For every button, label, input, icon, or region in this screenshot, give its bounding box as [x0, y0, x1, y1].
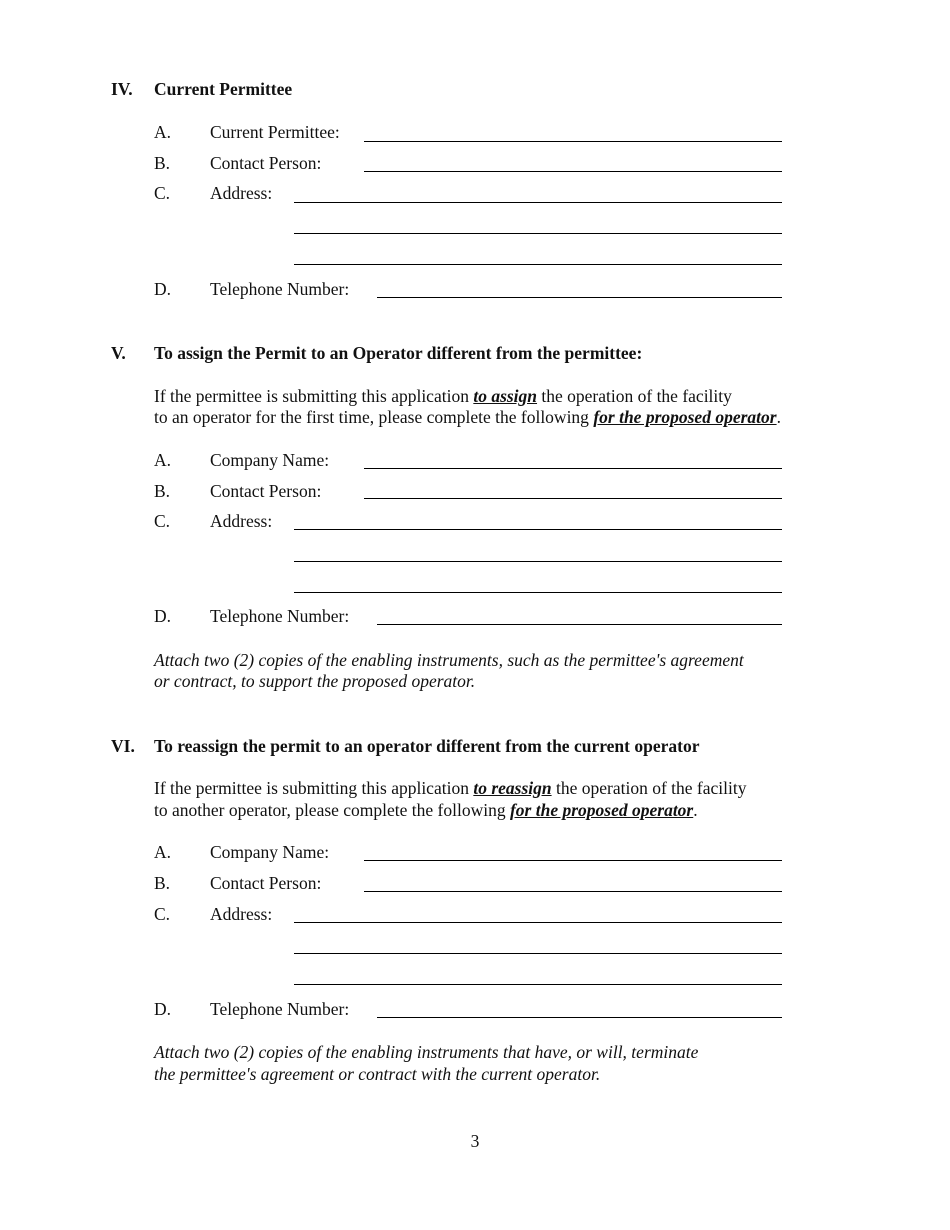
vi-address-field-line-2[interactable] — [294, 953, 782, 954]
v-address-label: Address: — [210, 511, 273, 531]
iv-telephone-field[interactable] — [377, 297, 782, 298]
iv-address-label: Address: — [210, 183, 273, 203]
section-iv-number: IV. — [111, 79, 133, 99]
iv-address-field-line-1[interactable] — [294, 202, 782, 203]
section-iv-title: Current Permittee — [154, 79, 293, 99]
section-v-title: To assign the Permit to an Operator different from the permittee: — [154, 343, 643, 363]
v-attachment-note-line-1: Attach two (2) copies of the enabling instruments, such as the permittee's agreement — [154, 650, 744, 670]
v-telephone-label: Telephone Number: — [210, 606, 350, 626]
vi-contact-person-field[interactable] — [364, 891, 782, 892]
iv-telephone-label: Telephone Number: — [210, 279, 350, 299]
section-v-number: V. — [111, 343, 126, 363]
iv-d-letter: D. — [154, 279, 172, 299]
iv-c-letter: C. — [154, 183, 171, 203]
vi-company-name-label: Company Name: — [210, 842, 330, 862]
vi-attachment-note-line-2: the permittee's agreement or contract with the current operator. — [154, 1064, 601, 1084]
v-contact-person-label: Contact Person: — [210, 481, 322, 501]
vi-company-name-field[interactable] — [364, 860, 782, 861]
vi-d-letter: D. — [154, 999, 172, 1019]
v-attachment-note-line-2: or contract, to support the proposed operator. — [154, 671, 476, 691]
page-number: 3 — [470, 1131, 480, 1151]
vi-intro-line-1: If the permittee is submitting this application to reassign the operation of the facility — [154, 778, 747, 798]
vi-address-field-line-1[interactable] — [294, 922, 782, 923]
v-address-field-line-3[interactable] — [294, 592, 782, 593]
iv-current-permittee-field[interactable] — [364, 141, 782, 142]
v-intro-line-2: to an operator for the first time, please complete the following for the proposed operator. — [154, 407, 781, 427]
section-vi-number: VI. — [111, 736, 135, 756]
vi-b-letter: B. — [154, 873, 171, 893]
v-company-name-label: Company Name: — [210, 450, 330, 470]
vi-address-field-line-3[interactable] — [294, 984, 782, 985]
v-contact-person-field[interactable] — [364, 498, 782, 499]
iv-b-letter: B. — [154, 153, 171, 173]
vi-address-label: Address: — [210, 904, 273, 924]
vi-contact-person-label: Contact Person: — [210, 873, 322, 893]
v-telephone-field[interactable] — [377, 624, 782, 625]
section-vi-title: To reassign the permit to an operator different from the current operator — [154, 736, 700, 756]
v-b-letter: B. — [154, 481, 171, 501]
v-d-letter: D. — [154, 606, 172, 626]
v-address-field-line-1[interactable] — [294, 529, 782, 530]
v-address-field-line-2[interactable] — [294, 561, 782, 562]
iv-address-field-line-2[interactable] — [294, 233, 782, 234]
v-intro-line-1: If the permittee is submitting this application to assign the operation of the facility — [154, 386, 732, 406]
iv-contact-person-field[interactable] — [364, 171, 782, 172]
iv-a-letter: A. — [154, 122, 172, 142]
iv-current-permittee-label: Current Permittee: — [210, 122, 340, 142]
vi-attachment-note-line-1: Attach two (2) copies of the enabling instruments that have, or will, terminate — [154, 1042, 699, 1062]
v-c-letter: C. — [154, 511, 171, 531]
vi-a-letter: A. — [154, 842, 172, 862]
v-company-name-field[interactable] — [364, 468, 782, 469]
vi-telephone-field[interactable] — [377, 1017, 782, 1018]
vi-telephone-label: Telephone Number: — [210, 999, 350, 1019]
v-a-letter: A. — [154, 450, 172, 470]
iv-address-field-line-3[interactable] — [294, 264, 782, 265]
vi-c-letter: C. — [154, 904, 171, 924]
vi-intro-line-2: to another operator, please complete the following for the proposed operator. — [154, 800, 698, 820]
iv-contact-person-label: Contact Person: — [210, 153, 322, 173]
